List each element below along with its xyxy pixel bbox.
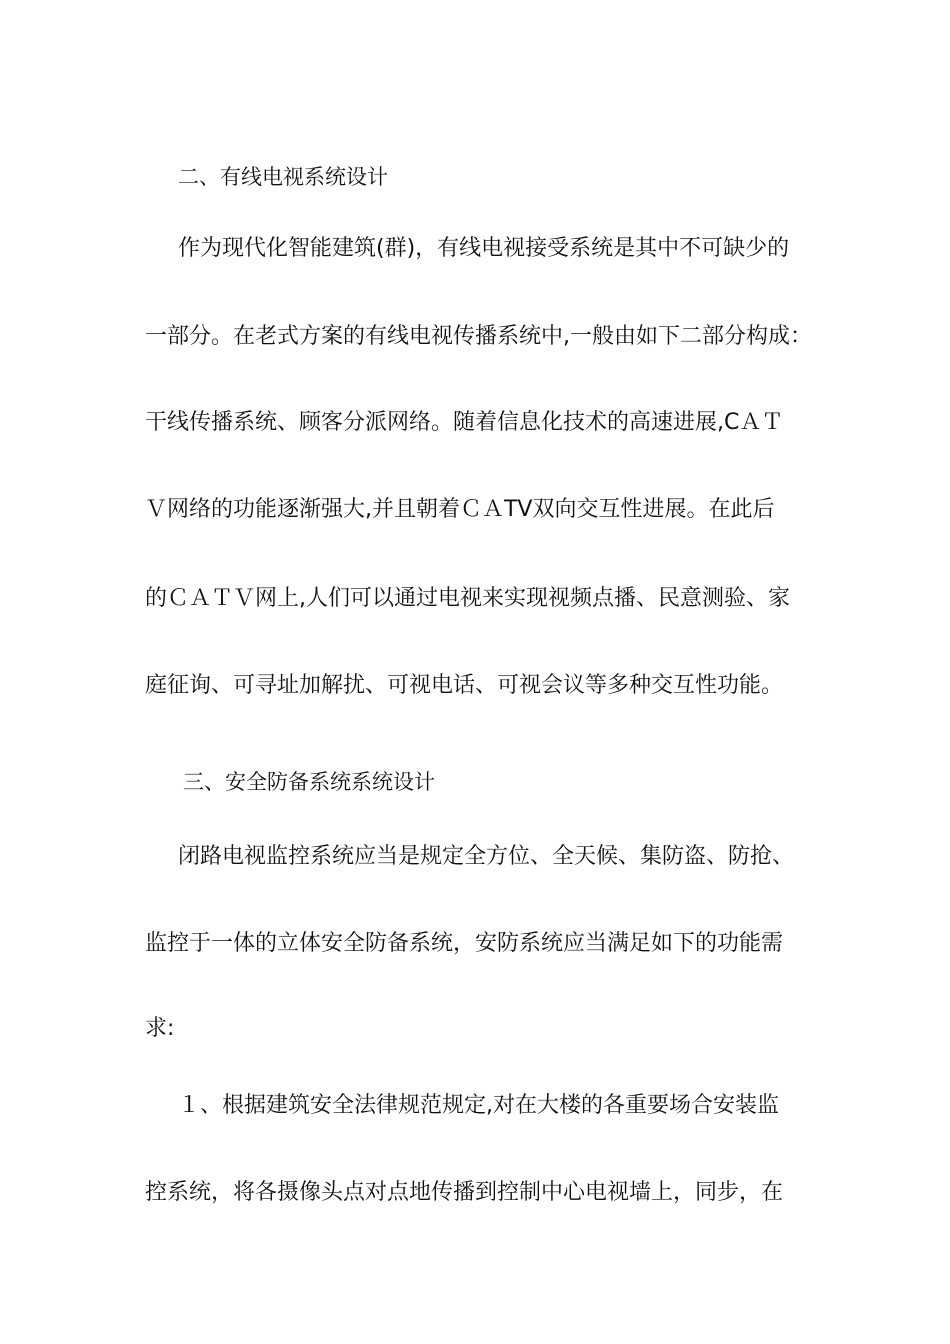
section-heading-cable-tv: 二、有线电视系统设计: [178, 165, 388, 189]
paragraph-line: 闭路电视监控系统应当是规定全方位、全天候、集防盗、防抢、: [178, 844, 795, 869]
paragraph-line: 作为现代化智能建筑(群)，有线电视接受系统是其中不可缺少的: [178, 236, 790, 261]
paragraph-line: 一部分。在老式方案的有线电视传播系统中,一般由如下二部分构成：: [145, 324, 812, 349]
paragraph-line: 求:: [145, 1016, 175, 1041]
section-heading-security: 三、安全防备系统系统设计: [183, 770, 435, 794]
paragraph-line: １、根据建筑安全法律规范规定,对在大楼的各重要场合安装监: [178, 1093, 779, 1118]
paragraph-line: 干线传播系统、顾客分派网络。随着信息化技术的高速进展,CＡＴ: [145, 410, 784, 435]
paragraph-line: 的ＣＡＴＶ网上,人们可以通过电视来实现视频点播、民意测验、家: [145, 586, 790, 611]
paragraph-line: Ｖ网络的功能逐渐强大,并且朝着ＣＡTV双向交互性进展。在此后: [145, 497, 775, 522]
paragraph-line: 控系统，将各摄像头点对点地传播到控制中心电视墙上，同步，在: [145, 1180, 784, 1205]
paragraph-line: 监控于一体的立体安全防备系统，安防系统应当满足如下的功能需: [145, 931, 784, 956]
paragraph-line: 庭征询、可寻址加解扰、可视电话、可视会议等多种交互性功能。: [145, 673, 784, 698]
